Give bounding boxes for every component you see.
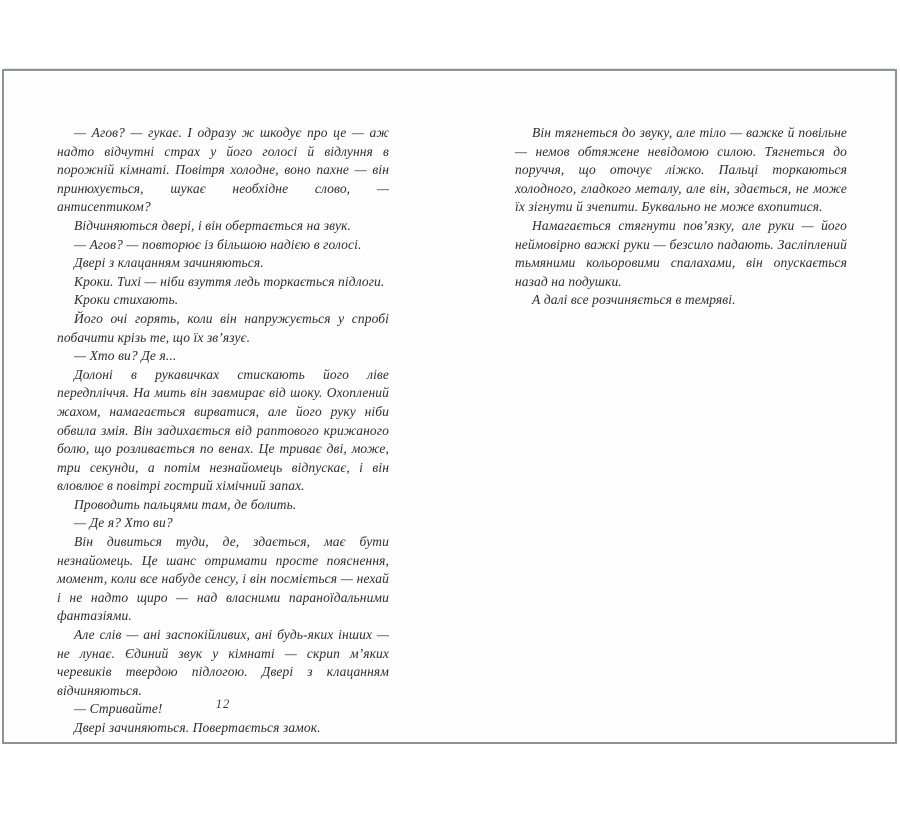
paragraph: Відчиняються двері, і він обертається на звук. xyxy=(74,217,352,233)
paragraph: — Агов? — повторює із більшою надією в голосі. xyxy=(74,236,362,252)
left-page-text xyxy=(57,124,389,738)
paragraph: — Агов? — гукає. І одразу ж шкодує про це — аж надто відчутні страх у його голосі й відлуння в порожній кімнаті. Повітря холодне, воно пахне — він принюхується, шукає необхідне слово, — антисептиком? xyxy=(57,125,389,215)
paragraph: Двері з клацанням зачиняються. xyxy=(74,255,264,271)
paragraph: Його очі горять, коли він напружується у спробі побачити крізь те, що їх зв’язує. xyxy=(57,310,389,345)
paragraph: Але слів — ані заспокійливих, ані будь-яких інших — не лунає. Єдиний звук у кімнаті — скрип м’яких черевиків твердою підлогою. Двері з клацанням відчиняються. xyxy=(57,627,389,698)
paragraph: — Стривайте! xyxy=(74,701,163,717)
paragraph: Він тягнеться до звуку, але тіло — важке й повільне — немов обтяжене невідомою силою. Тягнеться до поруччя, що оточує ліжко. Пальці торкаються холодного, гладкого металу, але він, здається, не може їх зігнути й зчепити. Буквально не може вхопитися. xyxy=(515,125,847,215)
paragraph: Кроки. Тихі — ніби взуття ледь торкається підлоги. xyxy=(74,273,385,289)
paragraph: Долоні в рукавичках стискають його ліве передпліччя. На мить він завмирає від шоку. Охоплений жахом, намагається вирватися, але його руку ніби обвила змія. Він задихається від раптового крижаного болю, що розливається по венах. Це триває дві, може, три секунди, а потім незнайомець відпускає, і він вловлює в повітрі гострий хімічний запах. xyxy=(57,366,389,494)
right-page-text xyxy=(515,124,847,310)
page-number: 12 xyxy=(215,697,231,711)
paragraph: Він дивиться туди, де, здається, має бути незнайомець. Це шанс отримати просте пояснення, момент, коли все набуде сенсу, і він посміється — нехай і не надто щиро — над власними параноїдальними фантазіями. xyxy=(57,534,389,624)
paragraph: Кроки стихають. xyxy=(74,292,179,308)
paragraph: — Хто ви? Де я... xyxy=(74,348,177,364)
paragraph: Проводить пальцями там, де болить. xyxy=(74,496,297,512)
paragraph: Намагається стягнути пов’язку, але руки — його неймовірно важкі руки — безсило падають. Засліплений тьмяними кольоровими спалахами, він опускається назад на подушки. xyxy=(515,217,847,289)
book-page-photo xyxy=(2,69,897,744)
paragraph: — Де я? Хто ви? xyxy=(74,515,173,531)
paragraph: А далі все розчиняється в темряві. xyxy=(532,292,736,308)
paragraph: Двері зачиняються. Повертається замок. xyxy=(74,720,321,735)
